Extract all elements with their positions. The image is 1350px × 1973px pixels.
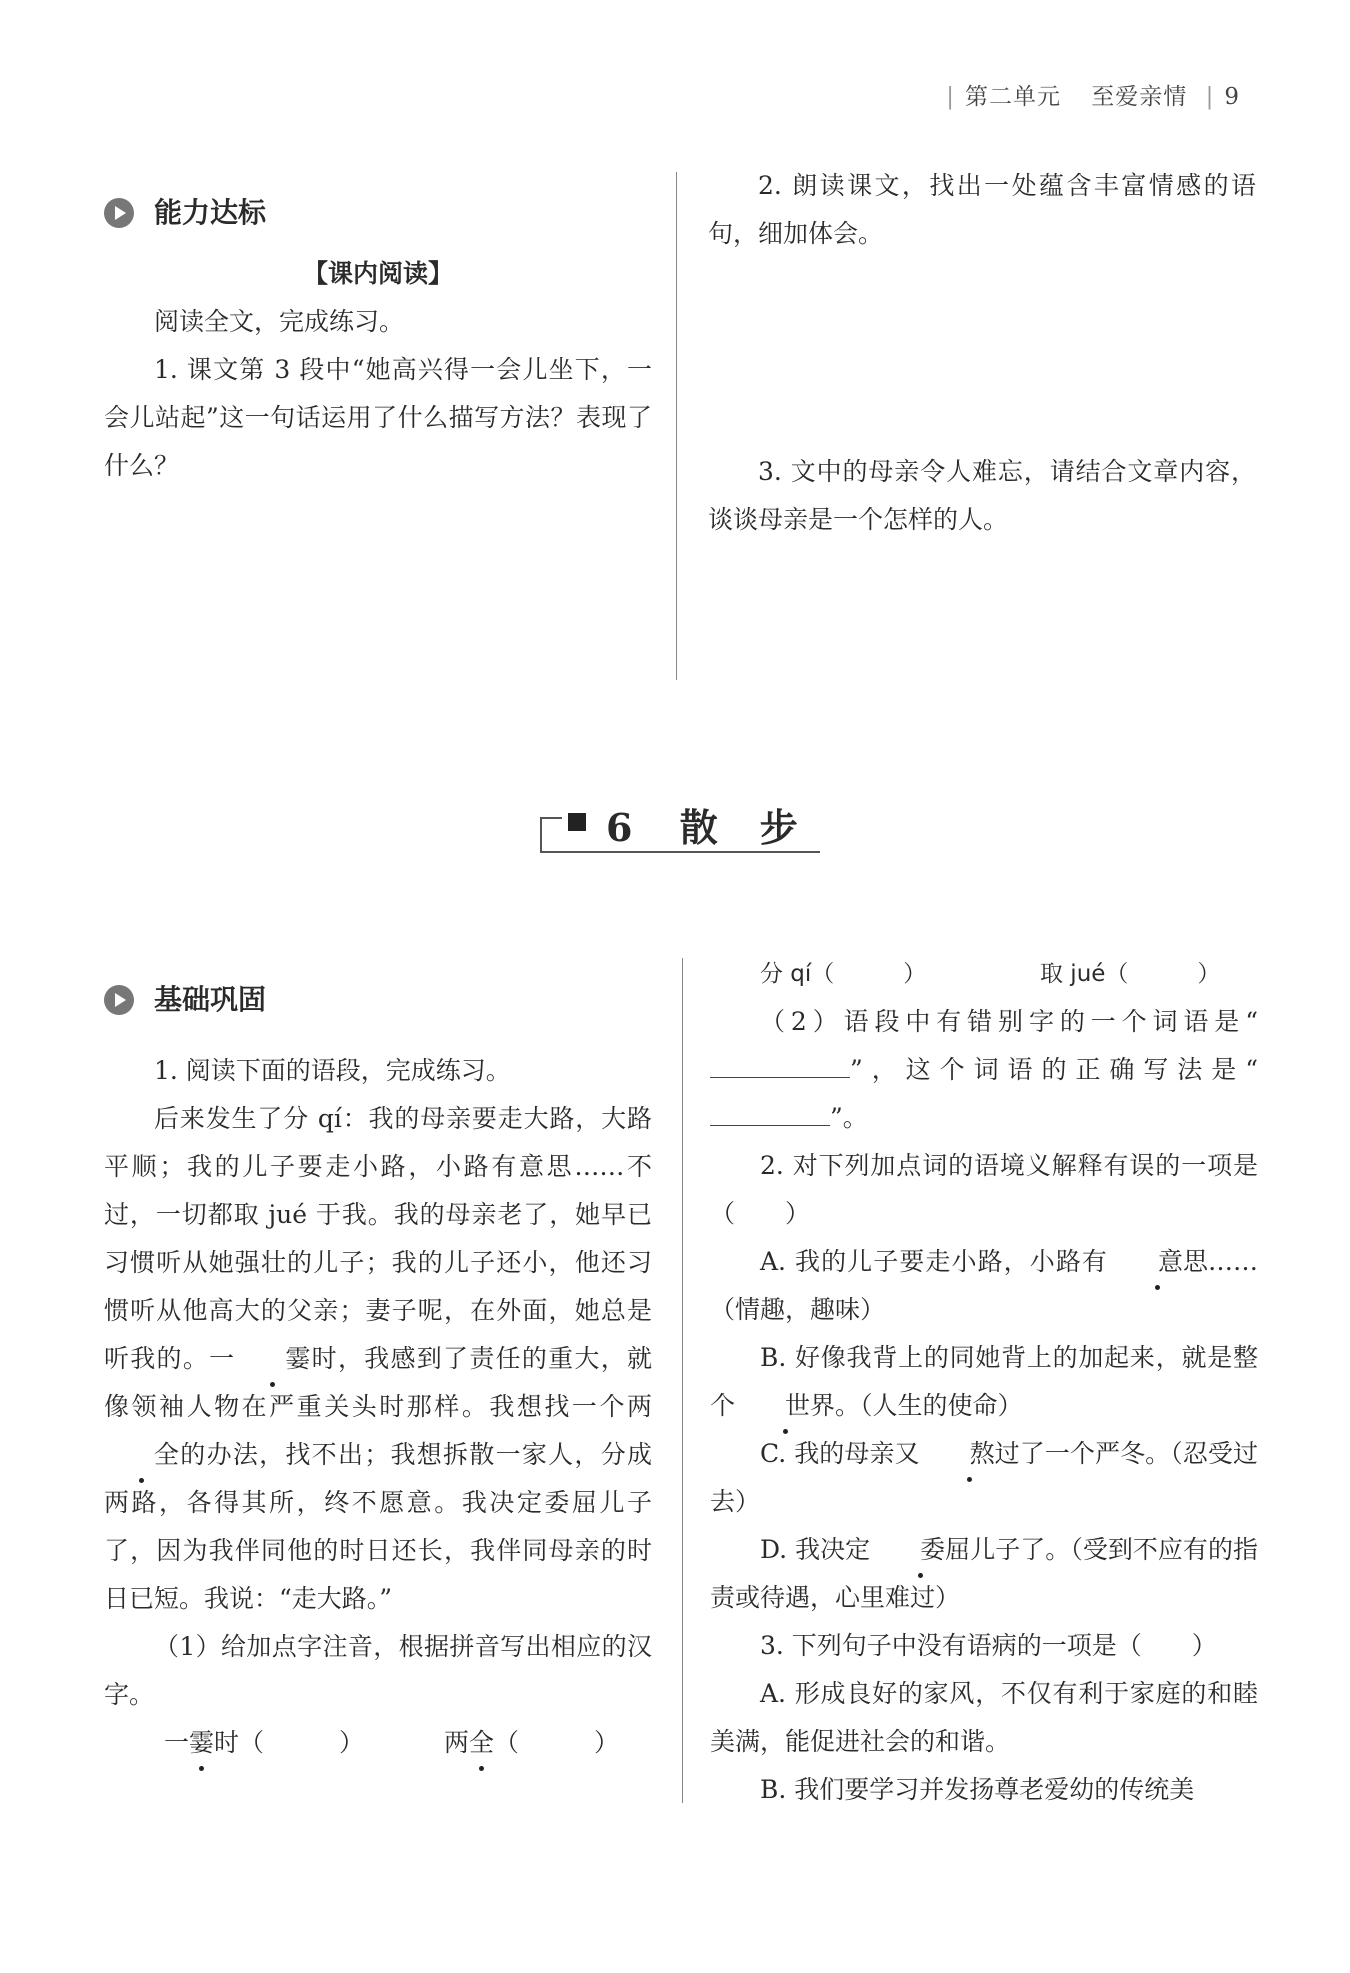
fill-item-yisha[interactable]: 一霎时（ ） (164, 1719, 444, 1767)
lesson-title: 散 步 (679, 805, 800, 850)
question-2-bottom: 2. 对下列加点词的语境义解释有误的一项是（ ） (710, 1151, 1258, 1228)
column-divider-top (676, 172, 677, 680)
play-icon (104, 985, 134, 1015)
subheading-in-class-reading: 【课内阅读】 (302, 259, 453, 288)
fill-item-fenqi[interactable]: 分 qí（ ） (760, 961, 927, 987)
unit-label: 第二单元 (964, 84, 1061, 110)
title-square-icon (568, 813, 586, 831)
reading-passage: 后来发生了分 qí：我的母亲要走大路，大路平顺；我的儿子要走小路，小路有意思……不过，一切都取 jué 于我。我的母亲老了，她早已习惯听从她强壮的儿子；我的儿子还小，他还习惯听从他高大的父亲；妻子呢，在外面，她总是听我的。一 霎时，我感到了责任的重大，就像领袖人物在严重关头时那样。我想找一个两全的办法，找不出；我想拆散一家人，分成两路，各得其所，终不愿意。我决定委屈儿子了，因为我伴同他的时日还长，我伴同母亲的时日已短。我说：“走大路。” (104, 1104, 652, 1613)
question-1-bottom: 1. 阅读下面的语段，完成练习。 (154, 1056, 511, 1085)
running-header: | 第二单元 至爱亲情 | 9 (946, 84, 1240, 110)
fill-item-qujue[interactable]: 取 jué（ ） (1040, 961, 1221, 987)
q3-option-a[interactable]: A. 形成良好的家风，不仅有利于家庭的和睦美满，能促进社会的和谐。 (710, 1679, 1258, 1756)
fill-item-liangquan[interactable]: 两全（ ） (444, 1719, 619, 1767)
question-3-top: 3. 文中的母亲令人难忘，请结合文章内容，谈谈母亲是一个怎样的人。 (708, 457, 1256, 534)
page-number: 9 (1224, 84, 1240, 110)
fill-row-1 (104, 1719, 652, 1767)
top-left-column (104, 188, 652, 490)
lesson-number: 6 (606, 805, 635, 850)
section-heading-ability: 能力达标 (104, 188, 652, 238)
option-b[interactable]: B. 好像我背上的同她背上的加起来，就是整个 世界。（人生的使命） (710, 1334, 1258, 1430)
play-icon (104, 198, 134, 228)
answer-blank-wrong-word[interactable] (710, 1051, 850, 1078)
q3-option-b[interactable]: B. 我们要学习并发扬尊老爱幼的传统美 (760, 1775, 1195, 1804)
sub-question-2: （2）语段中有错别字的一个词语是“”，这个词语的正确写法是“”。 (710, 998, 1258, 1142)
question-3-bottom: 3. 下列句子中没有语病的一项是（ ） (760, 1631, 1217, 1660)
fill-row-2 (710, 950, 1258, 998)
bottom-left-column (104, 975, 652, 1767)
question-2-top: 2. 朗读课文，找出一处蕴含丰富情感的语句，细加体会。 (708, 171, 1256, 248)
question-1-top: 1. 课文第 3 段中“她高兴得一会儿坐下，一会儿站起”这一句话运用了什么描写方法？表现了什么？ (104, 355, 652, 480)
bottom-right-column (710, 950, 1258, 1814)
option-a[interactable]: A. 我的儿子要走小路，小路有 意思……（情趣，趣味） (710, 1238, 1258, 1334)
unit-theme: 至爱亲情 (1091, 84, 1188, 110)
lesson-title-block (540, 797, 820, 849)
answer-blank-correct-word[interactable] (710, 1099, 830, 1126)
instruction-text: 阅读全文，完成练习。 (154, 307, 405, 336)
section-heading-basics: 基础巩固 (104, 975, 652, 1025)
option-d[interactable]: D. 我决定 委屈儿子了。（受到不应有的指责或待遇，心里难过） (710, 1526, 1258, 1622)
option-c[interactable]: C. 我的母亲又 熬过了一个严冬。（忍受过去） (710, 1430, 1258, 1526)
top-right-column (708, 162, 1256, 544)
column-divider-bottom (682, 958, 683, 1803)
sub-question-1: （1）给加点字注音，根据拼音写出相应的汉字。 (104, 1632, 652, 1709)
